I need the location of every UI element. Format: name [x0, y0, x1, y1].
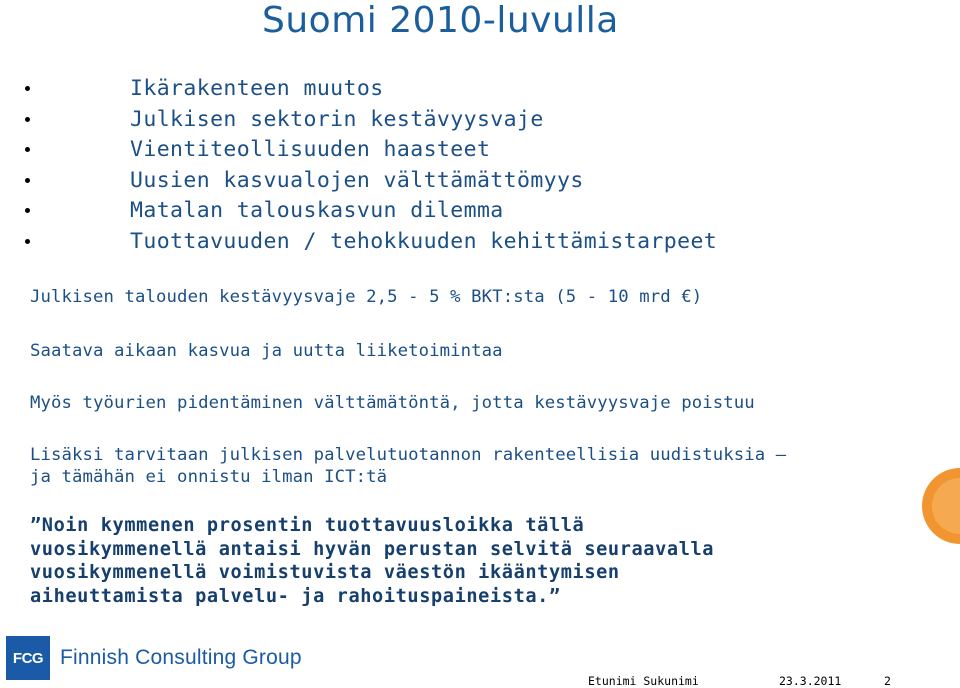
- bullet-dot-icon: [25, 178, 30, 183]
- bullet-item: [0, 227, 960, 258]
- bullet-text: Matalan talouskasvun dilemma: [130, 198, 504, 223]
- paragraph-ict: ja tämähän ei onnistu ilman ICT:tä: [30, 467, 388, 487]
- bullet-item: [0, 135, 960, 166]
- paragraph-growth: Saatava aikaan kasvua ja uutta liiketoimintaa: [30, 341, 503, 361]
- paragraph-careers: Myös työurien pidentäminen välttämätöntä, jotta kestävyysvaje poistuu: [30, 393, 755, 413]
- paragraph-deficit: Julkisen talouden kestävyysvaje 2,5 - 5 % BKT:sta (5 - 10 mrd €): [30, 287, 703, 307]
- bullet-dot-icon: [25, 117, 30, 122]
- bullet-text: Tuottavuuden / tehokkuuden kehittämistarpeet: [130, 228, 718, 254]
- bullet-list: [0, 74, 960, 257]
- logo-text: FCG: [12, 649, 44, 667]
- bullet-item: [0, 105, 960, 136]
- bullet-item: [0, 74, 960, 105]
- quote-line: ”Noin kymmenen prosentin tuottavuusloikka tällä: [30, 515, 585, 536]
- bullet-text: Julkisen sektorin kestävyysvaje: [130, 106, 544, 132]
- bullet-dot-icon: [25, 239, 30, 244]
- quote-line: vuosikymmenellä voimistuvista väestön ikääntymisen: [30, 562, 620, 583]
- quote-block: [30, 514, 714, 608]
- bullet-dot-icon: [25, 147, 30, 152]
- bullet-dot-icon: [25, 208, 30, 213]
- paragraph-reforms: Lisäksi tarvitaan julkisen palvelutuotannon rakenteellisia uudistuksia –: [30, 445, 787, 465]
- bullet-dot-icon: [25, 86, 30, 91]
- footer-author: Etunimi Sukunimi: [588, 674, 699, 688]
- company-name: Finnish Consulting Group: [60, 646, 302, 669]
- quote-line: aiheuttamista palvelu- ja rahoituspaineista.”: [30, 585, 561, 607]
- slide-title: Suomi 2010-luvulla: [262, 0, 619, 41]
- bullet-text: Ikärakenteen muutos: [130, 76, 384, 101]
- footer-page-number: 2: [884, 674, 891, 688]
- footer-date: 23.3.2011: [779, 674, 842, 688]
- bullet-item: [0, 166, 960, 197]
- quote-line: vuosikymmenellä antaisi hyvän perustan selvitä seuraavalla: [30, 538, 715, 560]
- bullet-item: [0, 196, 960, 227]
- bullet-text: Uusien kasvualojen välttämättömyys: [130, 167, 584, 193]
- bullet-text: Vientiteollisuuden haasteet: [130, 137, 491, 162]
- fcg-logo: [6, 636, 50, 680]
